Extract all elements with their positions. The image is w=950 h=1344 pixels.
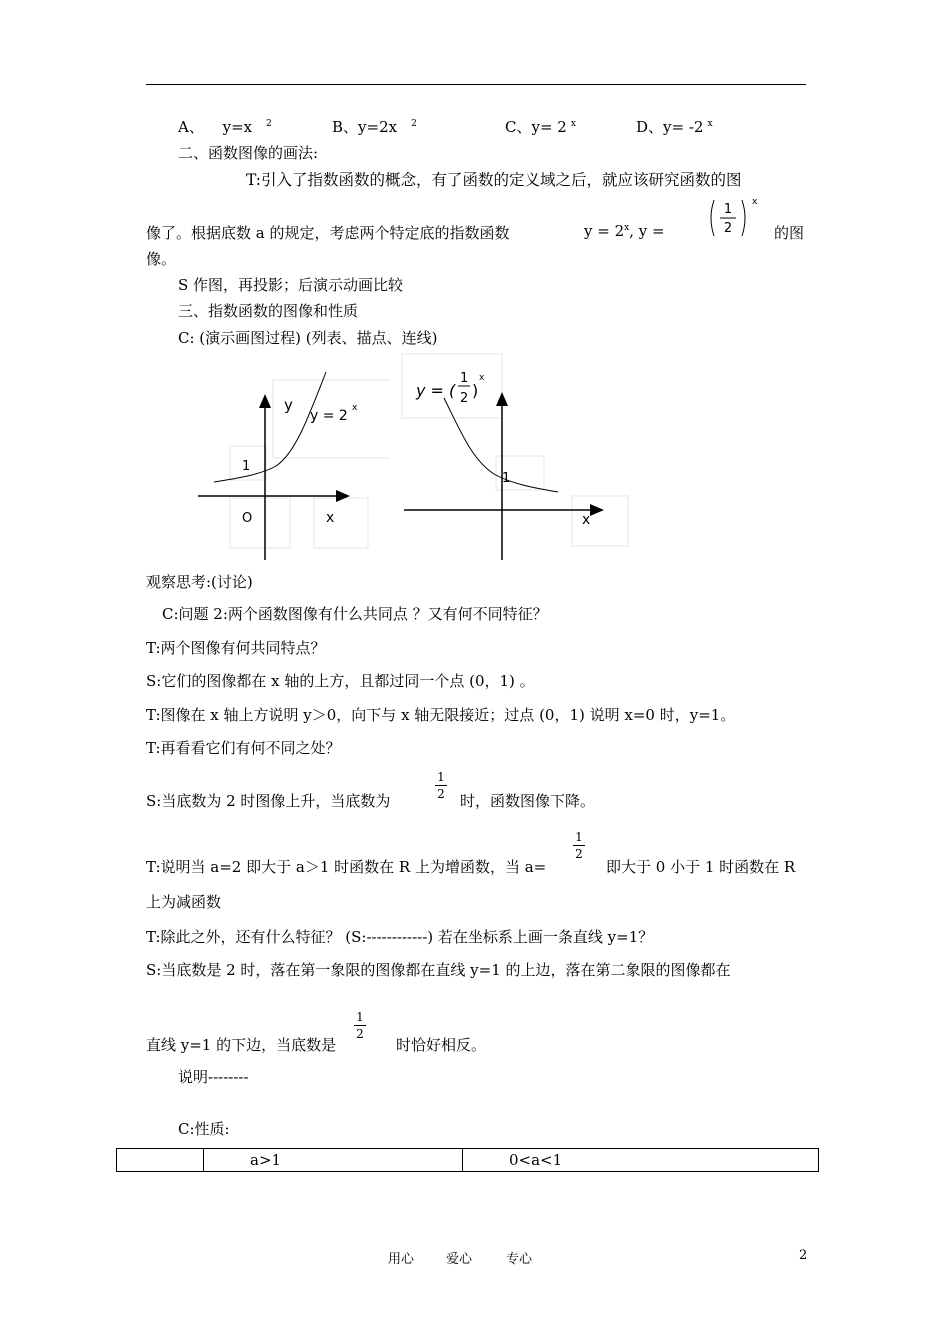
- page-number: 2: [799, 1248, 808, 1263]
- frac-num: 1: [437, 770, 445, 784]
- t-line-4-cont: 上为减函数: [146, 893, 222, 911]
- tick-one-left: 1: [242, 459, 251, 474]
- option-a: [178, 116, 272, 137]
- option-b: [332, 116, 417, 137]
- label-box-x-right: [572, 496, 628, 546]
- option-d: [636, 116, 713, 137]
- y-axis-label: y: [284, 396, 293, 414]
- eq-2x-exp: x: [352, 403, 358, 413]
- frac-den: 2: [437, 787, 445, 801]
- section3-heading: 三、指数函数的图像和性质: [178, 302, 359, 320]
- section2-line3: 像。: [146, 250, 177, 268]
- t-line-1: T:两个图像有何共同特点？: [146, 639, 326, 657]
- label-box-origin: [230, 498, 290, 548]
- fraction-half-t4: [573, 830, 585, 861]
- section2-s-line: S 作图，再投影；后演示动画比较: [178, 276, 404, 294]
- t-line-5: T:除此之外，还有什么特征？ (S:------------) 若在坐标系上画一条直线 y=1？: [146, 928, 654, 946]
- y-eq-half-lhs: , y =: [629, 222, 665, 240]
- table-header-a-gt-1: a>1: [204, 1149, 463, 1172]
- y-axis-arrow-right: [496, 392, 508, 406]
- option-d-exp: x: [707, 119, 713, 129]
- option-a-expr: y=x: [222, 118, 253, 136]
- eq-2x-base: y = 2: [310, 408, 348, 424]
- footer-text-3: 专心: [506, 1252, 533, 1267]
- s-line-3: S:当底数是 2 时，落在第一象限的图像都在直线 y=1 的上边，落在第二象限的图像都在: [146, 961, 731, 979]
- x-axis-arrow: [336, 490, 350, 502]
- explain-line: 说明--------: [178, 1068, 249, 1086]
- section2-y-eq-1: [584, 222, 665, 240]
- graph-exp-half-x: [398, 350, 634, 564]
- option-c-exp: x: [570, 119, 576, 129]
- table-header-a-lt-1: 0<a<1: [463, 1149, 819, 1172]
- s-line-3-start: 直线 y=1 的下边，当底数是: [146, 1036, 337, 1054]
- option-c-label: C、y= 2: [505, 118, 567, 136]
- question-2: C:问题 2:两个函数图像有什么共同点 ？又有何不同特征？: [162, 605, 548, 623]
- option-b-label: B、y=2x: [332, 118, 398, 136]
- header-rule: [146, 84, 806, 85]
- half-power-x: [708, 196, 758, 240]
- t-line-4-end: 即大于 0 小于 1 时函数在 R: [606, 858, 796, 876]
- property-heading: C:性质:: [178, 1120, 230, 1138]
- option-c: [505, 116, 576, 137]
- origin-label: O: [242, 511, 253, 526]
- option-a-label: A、: [178, 118, 204, 136]
- x-axis-label-right: x: [582, 512, 591, 528]
- eq-half-exp: x: [479, 373, 485, 383]
- curve-2x: [214, 372, 326, 482]
- section2-t-line: T:引入了指数函数的概念，有了函数的定义域之后，就应该研究函数的图: [246, 171, 742, 189]
- y-eq-2-base: y = 2: [584, 222, 625, 240]
- eq-half-rhs: ): [472, 381, 479, 400]
- fraction-half-s2: [435, 770, 447, 801]
- observe-heading: 观察思考:(讨论): [146, 573, 253, 591]
- section2-line2-start: 像了。根据底数 a 的规定，考虑两个特定底的指数函数: [146, 224, 510, 242]
- label-box-x: [314, 498, 368, 548]
- section2-heading: 二、函数图像的画法:: [178, 144, 319, 162]
- option-b-exp: 2: [411, 119, 417, 129]
- graph-exp-2x: [190, 352, 390, 564]
- footer-text-2: 爱心: [446, 1252, 473, 1267]
- y-axis-arrow: [259, 394, 271, 408]
- frac-den: 2: [356, 1027, 364, 1041]
- s-line-1: S:它们的图像都在 x 轴的上方，且都过同一个点 (0，1) 。: [146, 672, 535, 690]
- s-line-3-end: 时恰好相反。: [396, 1036, 487, 1054]
- eq-half-lhs: y = (: [416, 381, 456, 400]
- half-parens-graphic: [708, 196, 760, 240]
- property-table: [116, 1148, 819, 1172]
- x-axis-label-left: x: [326, 510, 335, 526]
- right-paren: [742, 200, 745, 236]
- t-line-3: T:再看看它们有何不同之处？: [146, 739, 341, 757]
- tick-one-right: 1: [502, 471, 511, 486]
- section3-c-line: C: (演示画图过程) (列表、描点、连线): [178, 329, 438, 347]
- eq-half-den: 2: [460, 391, 469, 406]
- table-row: [117, 1149, 819, 1172]
- footer-text-1: 用心: [388, 1252, 415, 1267]
- eq-half-num: 1: [460, 371, 469, 386]
- option-d-label: D、y= -2: [636, 118, 704, 136]
- left-paren: [711, 200, 714, 236]
- fraction-denominator: 2: [723, 221, 733, 236]
- fraction-numerator: 1: [723, 202, 733, 217]
- half-exponent: x: [752, 197, 758, 207]
- curve-half-x: [444, 398, 558, 492]
- frac-num: 1: [356, 1010, 364, 1024]
- y-eq-2-exp: x: [624, 223, 630, 233]
- frac-num: 1: [575, 830, 583, 844]
- s-line-2-end: 时，函数图像下降。: [460, 792, 596, 810]
- table-cell-empty: [117, 1149, 204, 1172]
- fraction-half-s3: [354, 1010, 366, 1041]
- s-line-2-start: S:当底数为 2 时图像上升，当底数为: [146, 792, 391, 810]
- x-axis-arrow-right: [590, 504, 604, 516]
- t-line-4-start: T:说明当 a=2 即大于 a＞1 时函数在 R 上为增函数，当 a=: [146, 858, 547, 876]
- section2-line2-end: 的图: [774, 224, 805, 242]
- frac-den: 2: [575, 847, 583, 861]
- t-line-2: T:图像在 x 轴上方说明 y＞0，向下与 x 轴无限接近；过点 (0，1) 说明 x=0 时，y=1。: [146, 706, 736, 724]
- option-a-exp: 2: [266, 119, 272, 129]
